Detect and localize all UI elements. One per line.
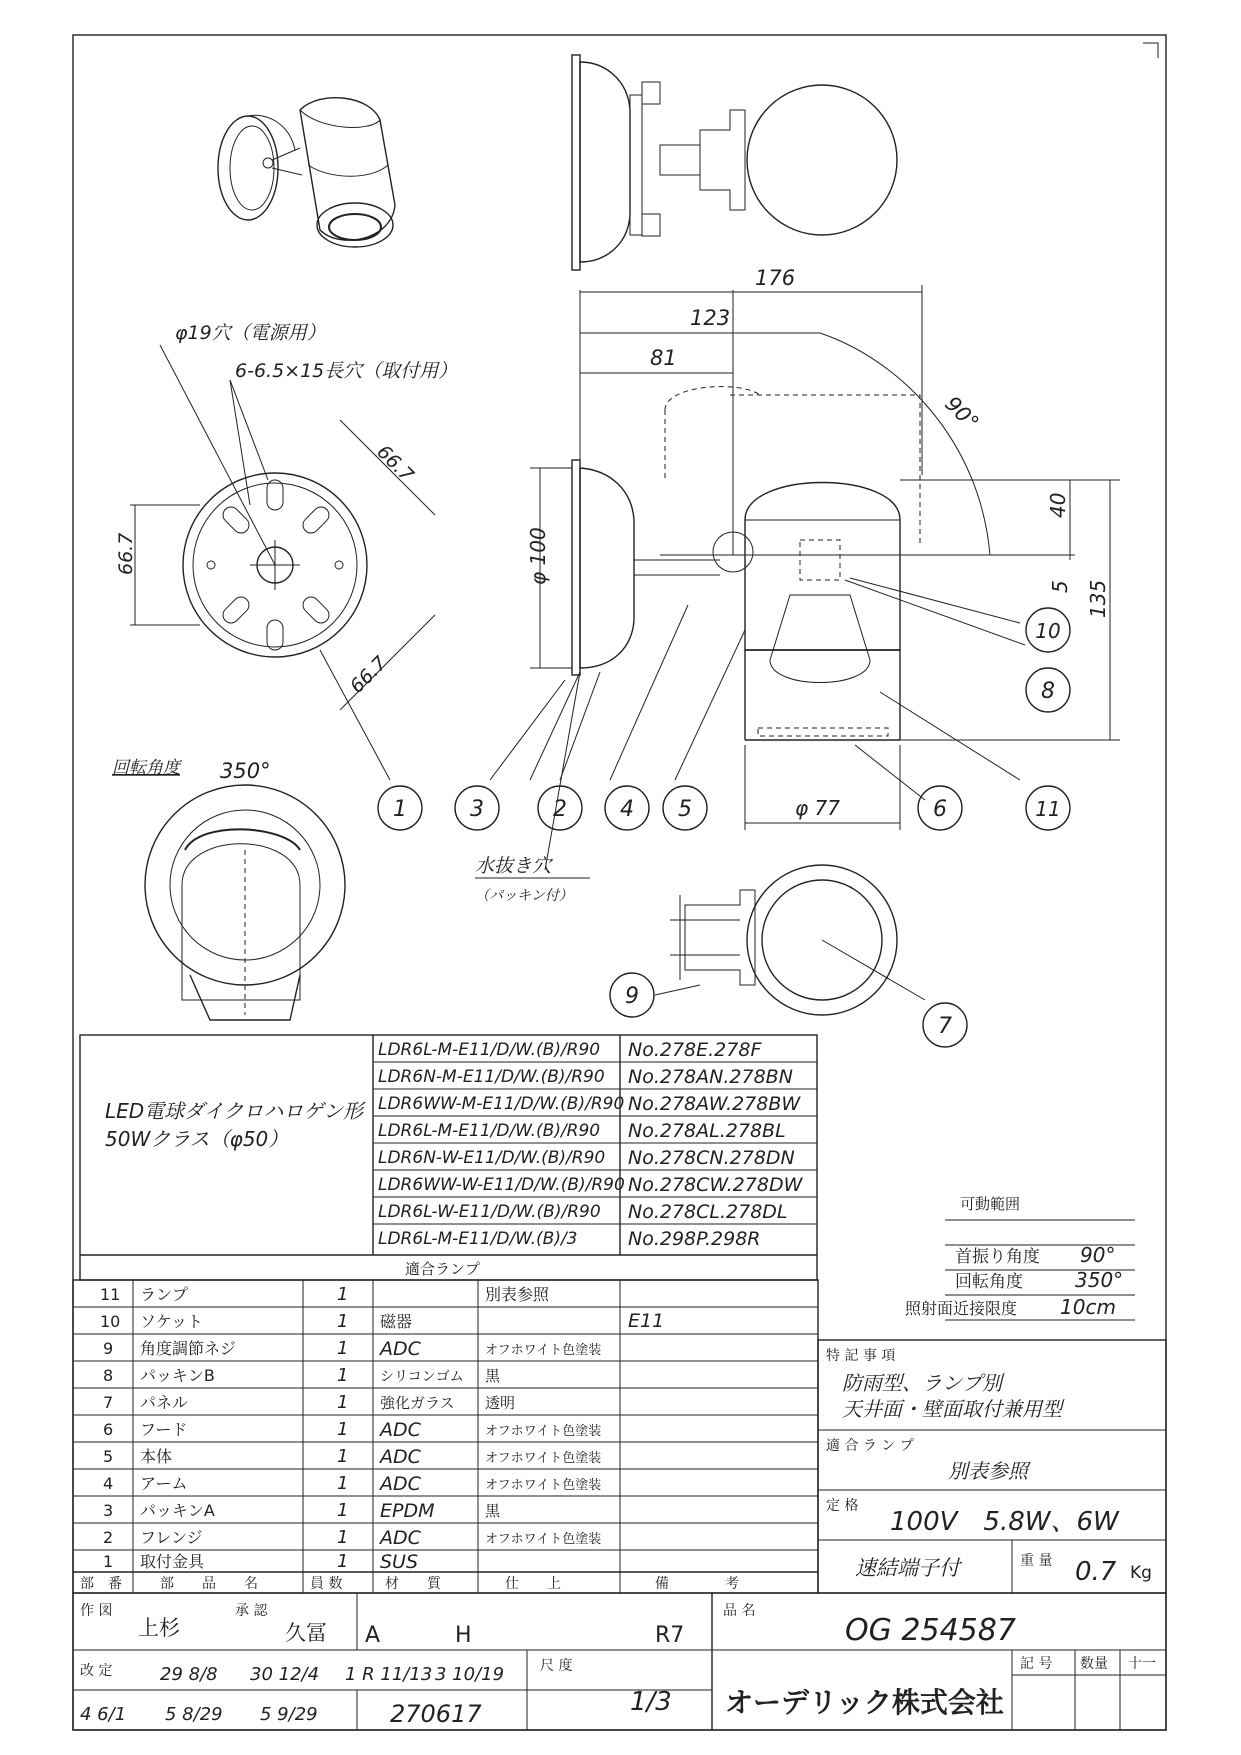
lamp-table-footer: 適合ランプ (405, 1260, 481, 1278)
balloon-8 (1026, 668, 1070, 712)
weight-label: 重 量 (1020, 1553, 1053, 1569)
header-note: 備 考 (655, 1576, 739, 1592)
rotation-view (145, 785, 345, 1020)
lamp-no: No.278AL.278BL (628, 1120, 786, 1142)
part-qty: 1 (337, 1446, 349, 1467)
company-name: オーデリック株式会社 (725, 1686, 1004, 1719)
proximity-value: 10cm (1060, 1295, 1116, 1319)
balloon-label: 2 (553, 797, 567, 822)
header-no: 部 番 (80, 1576, 122, 1592)
callout-mount-hole: 6-6.5×15長穴（取付用） (235, 360, 458, 382)
movable-title: 可動範囲 (960, 1195, 1021, 1213)
lamp-no: No.278E.278F (628, 1039, 762, 1061)
part-qty: 1 (337, 1419, 349, 1440)
part-row-3 (103, 1500, 501, 1522)
callout-drain: 水抜き穴 (475, 855, 552, 877)
lamp-no: No.278CW.278DW (628, 1174, 803, 1196)
leader-lines (320, 578, 1025, 1000)
revision-label: 改 定 (80, 1663, 113, 1679)
dim-123: 123 (690, 306, 731, 330)
part-material: 強化ガラス (380, 1394, 455, 1412)
drawn-label: 作 図 (80, 1603, 113, 1619)
weight-value: 0.7 (1075, 1557, 1117, 1587)
balloon-4 (605, 786, 649, 830)
callout-drain-note: （パッキン付） (475, 888, 573, 904)
revision-7: 5 9/29 (260, 1704, 318, 1725)
rotate-value: 350° (1075, 1268, 1124, 1292)
part-row-9 (103, 1338, 601, 1360)
rotate-label: 回転角度 (955, 1272, 1023, 1292)
part-material: ADC (380, 1446, 421, 1468)
part-no: 10 (100, 1312, 121, 1331)
header-qty: 員 数 (310, 1576, 343, 1592)
lamp-no: No.298P.298R (628, 1228, 761, 1250)
lamp-model: LDR6L-M-E11/D/W.(B)/R90 (378, 1121, 601, 1141)
balloon-label: 3 (470, 797, 484, 822)
balloon-5 (663, 786, 707, 830)
part-no: 8 (103, 1366, 114, 1385)
dimension-lines (530, 285, 1120, 830)
lamp-model: LDR6N-M-E11/D/W.(B)/R90 (378, 1067, 605, 1087)
part-qty: 1 (337, 1527, 349, 1548)
header-finish: 仕 上 (505, 1576, 561, 1592)
part-finish: オフホワイト色塗装 (485, 1451, 602, 1466)
top-view (572, 55, 897, 270)
lamp-model: LDR6L-M-E11/D/W.(B)/3 (378, 1229, 578, 1249)
lamp-no: No.278CL.278DL (628, 1201, 788, 1223)
part-material: 磁器 (380, 1312, 413, 1331)
perspective-view (218, 98, 395, 247)
part-row-1 (103, 1551, 418, 1573)
revision-5: 4 6/1 (80, 1704, 127, 1725)
lamp-model: LDR6WW-M-E11/D/W.(B)/R90 (378, 1094, 625, 1114)
part-row-5 (103, 1446, 601, 1468)
notes-line-1: 防雨型、ランプ別 (842, 1371, 1002, 1395)
swing-value: 90° (1080, 1243, 1116, 1267)
weight-unit: Kg (1130, 1563, 1152, 1583)
part-finish: 透明 (485, 1394, 516, 1412)
serial-number: 270617 (390, 1700, 482, 1728)
part-material: EPDM (380, 1500, 435, 1522)
part-name: フード (140, 1420, 188, 1439)
part-name: パッキンB (140, 1366, 215, 1385)
part-qty: 1 (337, 1473, 349, 1494)
rating-label: 定 格 (826, 1498, 859, 1514)
code-r7: R7 (655, 1623, 685, 1648)
lamp-model: LDR6L-W-E11/D/W.(B)/R90 (378, 1202, 601, 1222)
balloon-label: 8 (1041, 679, 1055, 704)
dim-176: 176 (755, 266, 796, 290)
part-no: 9 (103, 1339, 114, 1358)
part-row-2 (103, 1527, 601, 1549)
dim-81: 81 (650, 346, 677, 370)
part-no: 11 (100, 1285, 121, 1304)
product-code: OG 254587 (845, 1613, 1016, 1648)
part-finish: 別表参照 (485, 1285, 550, 1304)
balloon-label: 4 (620, 797, 634, 822)
balloon-7 (923, 1003, 967, 1047)
dim-5: 5 (1048, 580, 1072, 593)
part-name: パネル (140, 1393, 189, 1412)
dim-40: 40 (1046, 492, 1070, 518)
part-qty: 1 (337, 1365, 349, 1386)
balloon-label: 10 (1035, 619, 1061, 643)
header-name: 部 品 名 (160, 1576, 258, 1592)
dim-66-7-lower: 66.7 (345, 652, 392, 698)
quantity-label: 数量 (1080, 1656, 1108, 1672)
code-h: H (455, 1623, 472, 1648)
part-no: 7 (103, 1393, 114, 1412)
lamp-model: LDR6L-M-E11/D/W.(B)/R90 (378, 1040, 601, 1060)
rotation-value: 350° (220, 759, 271, 783)
drawn-by: 上杉 (138, 1616, 180, 1640)
part-material: SUS (380, 1551, 419, 1573)
dim-phi77: φ 77 (795, 796, 840, 820)
proximity-label: 照射面近接限度 (905, 1299, 1018, 1318)
part-no: 6 (103, 1420, 114, 1439)
corner-mark (1143, 43, 1158, 58)
balloon-11 (1026, 786, 1070, 830)
parts-header (80, 1575, 739, 1592)
revision-2: 30 12/4 (250, 1664, 320, 1685)
balloon-10 (1026, 608, 1070, 652)
header-material: 材 質 (385, 1576, 441, 1592)
side-elevation (572, 387, 1075, 740)
parts-rows (80, 1284, 739, 1592)
approved-label: 承 認 (235, 1603, 268, 1619)
part-finish: オフホワイト色塗装 (485, 1343, 602, 1358)
part-name: アーム (140, 1474, 188, 1493)
dash-mark: 十一 (1128, 1656, 1156, 1672)
part-name: ソケット (140, 1312, 204, 1331)
part-no: 3 (103, 1501, 114, 1520)
rotation-label: 回転角度 (112, 758, 180, 778)
front-view (670, 865, 897, 1015)
part-material: シリコンゴム (380, 1369, 464, 1385)
part-material: ADC (380, 1419, 421, 1441)
product-label: 品 名 (723, 1603, 756, 1619)
part-no: 4 (103, 1474, 114, 1493)
notes-lamp-value: 別表参照 (948, 1459, 1028, 1483)
code-a: A (365, 1623, 381, 1648)
part-material: ADC (380, 1338, 421, 1360)
lamp-description-1: LED電球ダイクロハロゲン形 (105, 1099, 363, 1123)
lamp-model: LDR6N-W-E11/D/W.(B)/R90 (378, 1148, 606, 1168)
balloon-label: 6 (933, 797, 947, 822)
revision-4: 3 10/19 (435, 1664, 505, 1685)
part-finish: オフホワイト色塗装 (485, 1478, 602, 1493)
dim-66-7-upper: 66.7 (372, 440, 418, 487)
part-row-6 (103, 1419, 601, 1441)
revision-3: 1 R 11/13 (345, 1664, 433, 1685)
part-note: E11 (628, 1310, 665, 1332)
part-finish: オフホワイト色塗装 (485, 1424, 602, 1439)
part-row-7 (103, 1392, 515, 1413)
part-no: 5 (103, 1447, 114, 1466)
balloon-label: 9 (625, 984, 639, 1009)
balloon-3 (455, 786, 499, 830)
part-qty: 1 (337, 1500, 349, 1521)
scale-value: 1/3 (630, 1687, 672, 1717)
dim-135: 135 (1086, 579, 1110, 618)
part-row-11 (100, 1284, 550, 1305)
swing-label: 首振り角度 (955, 1247, 1040, 1267)
mounting-plate-view (130, 345, 435, 710)
scale-label: 尺 度 (540, 1658, 573, 1674)
notes-lamp-label: 適 合 ラ ン プ (826, 1438, 914, 1454)
lamp-no: No.278AN.278BN (628, 1066, 793, 1088)
part-finish: 黒 (485, 1502, 501, 1520)
balloon-label: 11 (1035, 797, 1061, 821)
lamp-description-2: 50Wクラス（φ50） (105, 1127, 289, 1151)
notes-line-2: 天井面・壁面取付兼用型 (842, 1397, 1062, 1421)
part-material: ADC (380, 1527, 421, 1549)
part-row-8 (103, 1365, 501, 1386)
lamp-no: No.278CN.278DN (628, 1147, 795, 1169)
part-material: ADC (380, 1473, 421, 1495)
part-name: ランプ (140, 1285, 189, 1304)
notes-title: 特 記 事 項 (826, 1348, 896, 1364)
balloon-6 (918, 786, 962, 830)
balloon-label: 1 (393, 797, 407, 822)
part-qty: 1 (337, 1392, 349, 1413)
dim-phi100: φ 100 (526, 527, 550, 585)
part-no: 1 (103, 1552, 114, 1571)
part-name: フレンジ (140, 1528, 203, 1547)
part-name: パッキンA (140, 1501, 215, 1520)
part-row-4 (103, 1473, 601, 1495)
balloon-9 (610, 973, 654, 1017)
lamp-table-rows (378, 1039, 804, 1250)
part-name: 角度調節ネジ (140, 1339, 237, 1358)
mark-label: 記 号 (1020, 1656, 1053, 1672)
balloon-label: 5 (678, 797, 692, 822)
balloon-2 (538, 786, 582, 830)
part-name: 本体 (140, 1447, 173, 1466)
part-finish: 黒 (485, 1367, 501, 1385)
part-qty: 1 (337, 1311, 349, 1332)
lamp-no: No.278AW.278BW (628, 1093, 801, 1115)
lamp-model: LDR6WW-W-E11/D/W.(B)/R90 (378, 1175, 625, 1195)
approved-by: 久冨 (285, 1621, 327, 1645)
rating-value: 100V 5.8W、6W (890, 1507, 1119, 1537)
dim-66-7-vertical: 66.7 (115, 532, 137, 575)
callout-power-hole: φ19穴（電源用） (175, 322, 326, 344)
balloon-label: 7 (938, 1014, 952, 1039)
revision-6: 5 8/29 (165, 1704, 223, 1725)
part-row-10 (100, 1310, 664, 1332)
part-name: 取付金具 (140, 1552, 205, 1571)
part-qty: 1 (337, 1338, 349, 1359)
balloon-1 (378, 786, 422, 830)
revision-1: 29 8/8 (160, 1664, 218, 1685)
part-qty: 1 (337, 1284, 349, 1305)
part-finish: オフホワイト色塗装 (485, 1532, 602, 1547)
part-no: 2 (103, 1528, 114, 1547)
part-qty: 1 (337, 1551, 349, 1572)
terminal-note: 速結端子付 (855, 1556, 960, 1580)
dim-90-deg: 90° (940, 391, 984, 435)
